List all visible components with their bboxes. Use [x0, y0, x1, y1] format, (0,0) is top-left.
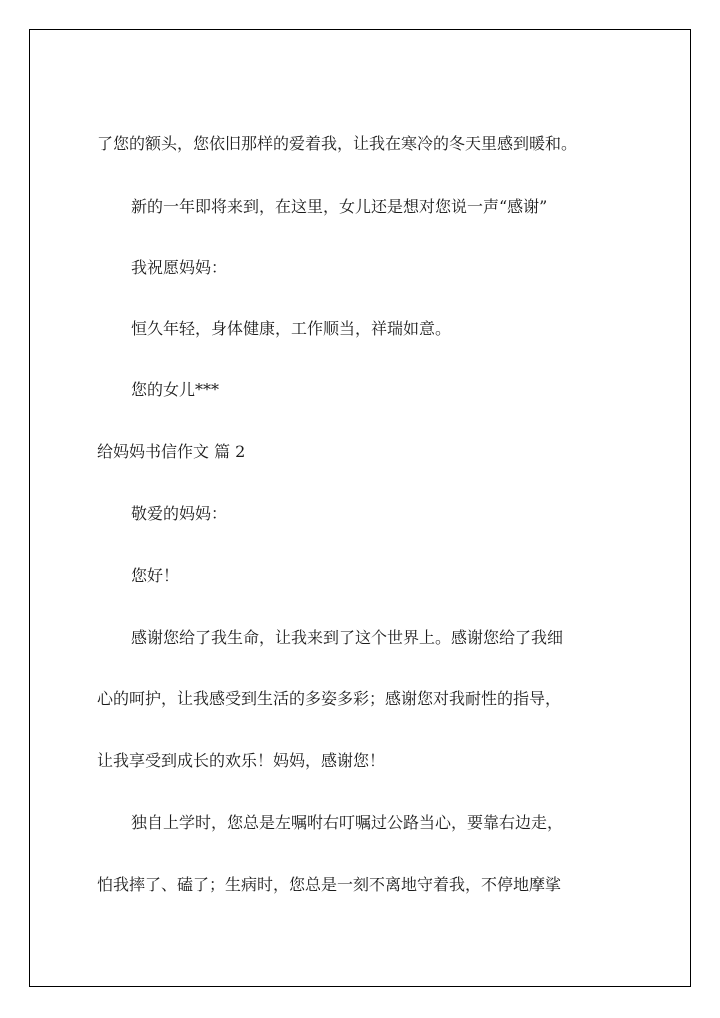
- greeting-line: 我祝愿妈妈：: [131, 258, 228, 277]
- document-page: [29, 29, 691, 987]
- paragraph-line: 怕我摔了、磕了；生病时，您总是一刻不离地守着我，不停地摩挲: [97, 875, 562, 894]
- paragraph-line: 让我享受到成长的欢乐！妈妈，感谢您！: [97, 751, 386, 770]
- paragraph-line: 了您的额头，您依旧那样的爱着我，让我在寒冷的冬天里感到暖和。: [97, 134, 578, 153]
- paragraph-line: 新的一年即将来到，在这里，女儿还是想对您说一声“感谢”: [131, 197, 548, 216]
- signature-line: 您的女儿***: [131, 380, 220, 399]
- paragraph-line: 独自上学时，您总是左嘱咐右叮嘱过公路当心，要靠右边走，: [131, 813, 564, 832]
- greeting-line: 您好！: [131, 566, 180, 585]
- paragraph-line: 心的呵护，让我感受到生活的多姿多彩；感谢您对我耐性的指导，: [97, 689, 562, 708]
- paragraph-line: 感谢您给了我生命，让我来到了这个世界上。感谢您给了我细: [131, 628, 564, 647]
- paragraph-line: 恒久年轻，身体健康，工作顺当，祥瑞如意。: [131, 319, 452, 338]
- section-heading: 给妈妈书信作文 篇 2: [97, 442, 246, 461]
- salutation-line: 敬爱的妈妈：: [131, 504, 228, 523]
